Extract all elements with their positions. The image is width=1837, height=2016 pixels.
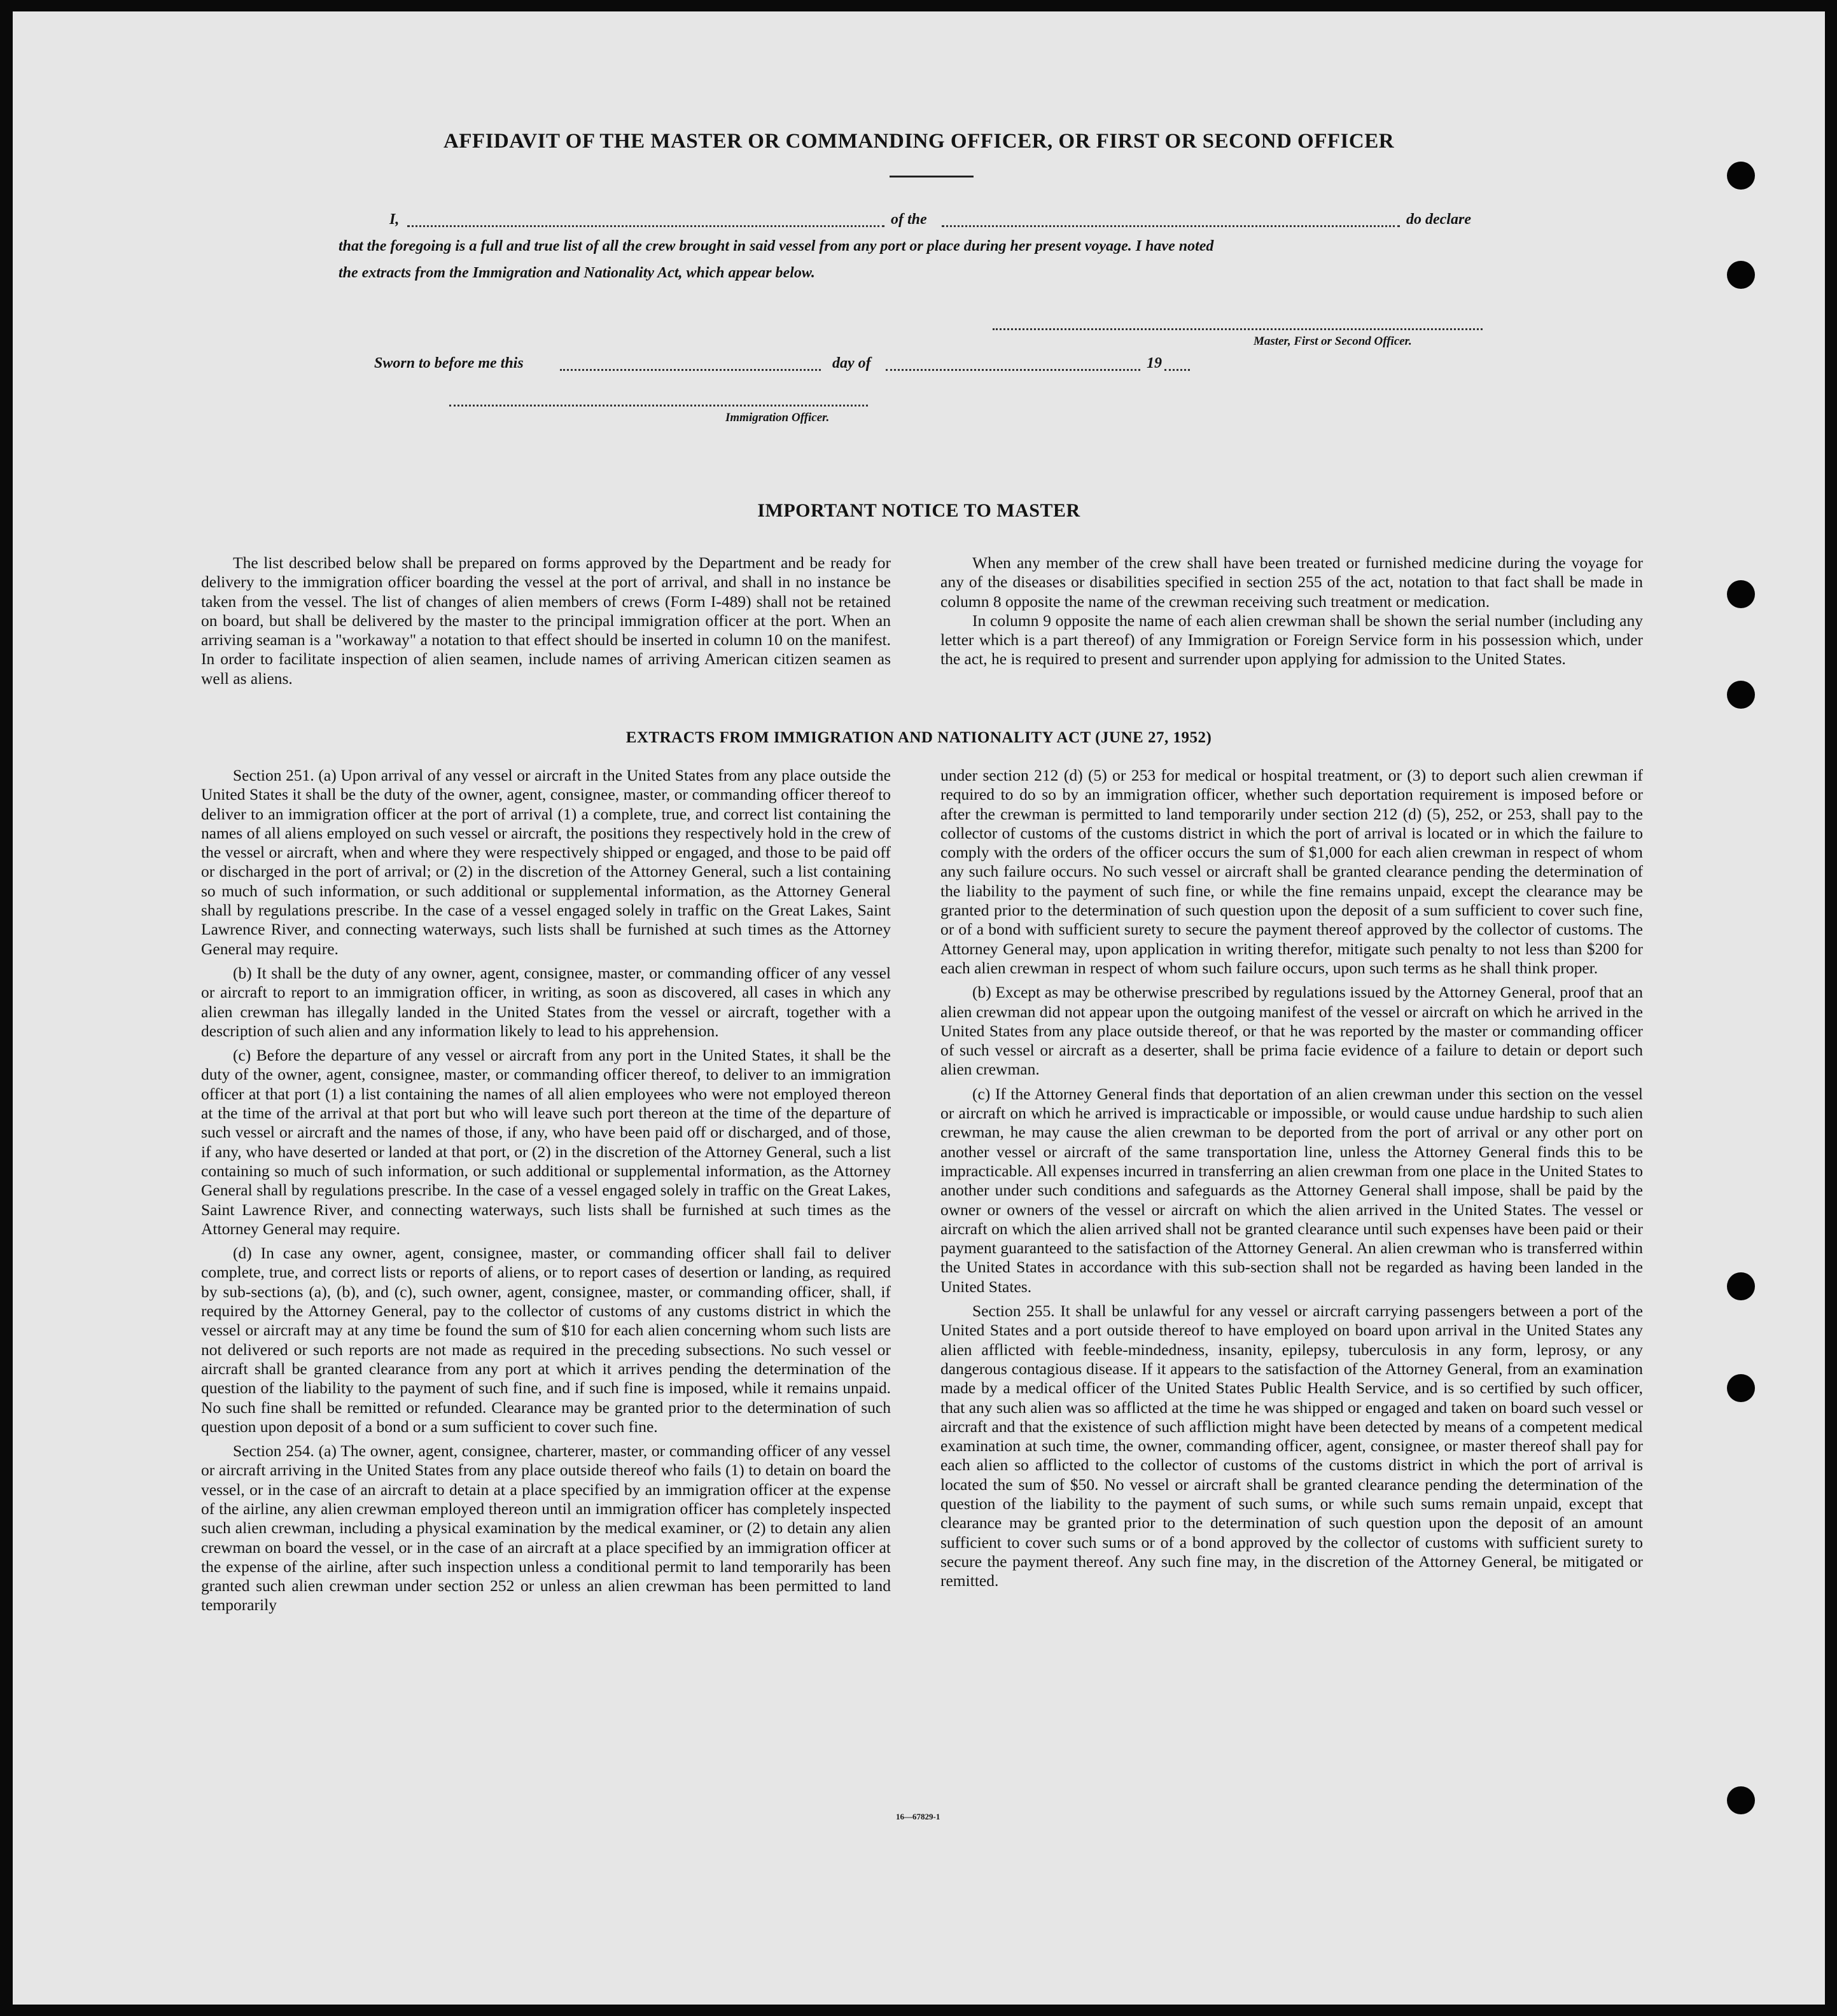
- day-of-label: day of: [832, 355, 871, 372]
- notice-right-text-2: In column 9 opposite the name of each alien crewman shall be shown the serial number (including any letter which is a part thereof) of any Immigration or Foreign Service form in his possession which, under the act, he is required to present and surrender upon applying for admission to the United States.: [940, 611, 1643, 669]
- vessel-field-line[interactable]: [942, 225, 1400, 227]
- month-line[interactable]: [886, 369, 1140, 371]
- extract-right-paragraph: under section 212 (d) (5) or 253 for medical or hospital treatment, or (3) to deport such alien crewman if required to do so by an immigration officer, whether such deportation requirement is imposed before or after the crewman is permitted to land temporarily under section 212 (d) (5), 252, or 253, shall pay to the collector of customs of the customs district in which the port of arrival is located or in which the failure to comply with the orders of the officer occurs the sum of $1,000 for each alien crewman in respect of whom any such failure occurs. No such vessel or aircraft shall be granted clearance pending the determination of the liability to the payment of such fine, or while the fine remains unpaid, except the clearance may be granted prior to the determination of such question upon the deposit of a sum sufficient to cover such fine, or of a bond with sufficient surety to secure the payment thereof approved by the collector of customs. The Attorney General may, upon application in writing therefor, mitigate such penalty to not less than $200 for each alien crewman in respect of whom such failure occurs, upon such terms as he shall think proper.: [940, 766, 1643, 977]
- document-page: [13, 11, 1825, 2005]
- title-divider: [890, 176, 974, 177]
- extracts-left-column: [201, 766, 891, 1620]
- name-field-line[interactable]: [407, 225, 884, 227]
- extract-left-paragraph: Section 254. (a) The owner, agent, consignee, charterer, master, or commanding officer of any vessel or aircraft arriving in the United States from any place outside thereof who fails (1) to detain on board the vessel, or in the case of an aircraft to detain at a place specified by an immigration officer at the expense of the airline, any alien crewman employed thereon until an immigration officer has completely inspected such alien crewman, including a physical examination by the medical examiner, or (2) to detain any alien crewman on board the vessel, or in the case of an aircraft at a place specified by an immigration officer at the expense of the airline, after such inspection unless a conditional permit to land temporarily has been granted such alien crewman under section 252 or unless an alien crewman has been permitted to land temporarily: [201, 1442, 891, 1615]
- affidavit-line3: the extracts from the Immigration and Nationality Act, which appear below.: [339, 265, 815, 281]
- extract-left-paragraph: (b) It shall be the duty of any owner, agent, consignee, master, or commanding officer of any vessel or aircraft to report to an immigration officer, in writing, as soon as discovered, all cases in which any alien crewman has illegally landed in the United States from the vessel or aircraft, together with a description of such alien and any information likely to lead to his apprehension.: [201, 963, 891, 1040]
- line1-do-declare: do declare: [1406, 211, 1471, 228]
- notice-title: IMPORTANT NOTICE TO MASTER: [757, 500, 1080, 521]
- extract-right-paragraph: (b) Except as may be otherwise prescribed by regulations issued by the Attorney General, proof that an alien crewman did not appear upon the outgoing manifest of the vessel or aircraft on which he arrived in the United States from any place outside thereof, or that he was reported by the master or commanding officer of such vessel or aircraft as a deserter, shall be prima facie evidence of a failure to detain or deport such alien crewman.: [940, 983, 1643, 1079]
- extracts-right-column: [940, 766, 1643, 1595]
- sworn-label: Sworn to before me this: [374, 355, 524, 372]
- notice-left-text: The list described below shall be prepared on forms approved by the Department and be ready for delivery to the immigration officer boarding the vessel at the port of arrival, and shall in no instance be taken from the vessel. The list of changes of alien members of crews (Form I-489) shall not be retained on board, but shall be delivered by the master to the principal immigration officer at the port. When an arriving seaman is a "workaway" a notation to that effect should be inserted in column 10 on the manifest. In order to facilitate inspection of alien seamen, include names of arriving American citizen seamen as well as aliens.: [201, 553, 891, 688]
- extract-right-paragraph: Section 255. It shall be unlawful for any vessel or aircraft carrying passengers between a port of the United States and a port outside thereof to have employed on board upon arrival in the United States any alien afflicted with feeble-mindedness, insanity, epilepsy, tuberculosis in any form, leprosy, or any dangerous contagious disease. If it appears to the satisfaction of the Attorney General, from an examination made by a medical officer of the United States Public Health Service, and is so certified by such officer, that any such alien was so afflicted at the time he was shipped or engaged and taken on board such vessel or aircraft and that the existence of such affliction might have been detected by means of a competent medical examination at such time, the owner, commanding officer, agent, consignee, or master thereof shall pay for each alien so afflicted to the collector of customs of the customs district in which the port of arrival is located the sum of $50. No vessel or aircraft shall be granted clearance pending the determination of the question of the liability to the payment of such sums, or while such sums remain unpaid, except that clearance may be granted prior to the determination of such question upon the deposit of an amount sufficient to cover such sums or of a bond approved by the collector of customs with sufficient surety to secure the payment thereof. Any such fine may, in the discretion of the Attorney General, be mitigated or remitted.: [940, 1302, 1643, 1590]
- notice-left-column: [201, 553, 891, 693]
- master-signature-line[interactable]: [993, 328, 1483, 330]
- form-number: 16—67829-1: [896, 1812, 940, 1821]
- extract-right-paragraph: (c) If the Attorney General finds that deportation of an alien crewman under this section on the vessel or aircraft on which he arrived is impracticable or impossible, or would cause undue hardship to such alien crewman, he may cause the alien crewman to be deported from the port of arrival or any other port on another vessel or aircraft of the same transportation line, unless the Attorney General finds this to be impracticable. All expenses incurred in transferring an alien crewman from one place in the United States to another under such conditions and safeguards as the Attorney General shall impose, shall be paid by the owner or owners of the vessel or aircraft on which the alien arrived in the United States. The vessel or aircraft on which the alien arrived shall not be granted clearance until such expenses have been paid or their payment guaranteed to the satisfaction of the Attorney General. An alien crewman who is transferred within the United States in accordance with this sub-section shall not be regarded as having been landed in the United States.: [940, 1084, 1643, 1296]
- punch-hole: [1727, 1786, 1755, 1814]
- punch-hole: [1727, 580, 1755, 608]
- affidavit-title: AFFIDAVIT OF THE MASTER OR COMMANDING OFFICER, OR FIRST OR SECOND OFFICER: [443, 130, 1395, 153]
- notice-right-column: [940, 553, 1643, 674]
- punch-hole: [1727, 1374, 1755, 1402]
- notice-right-text-1: When any member of the crew shall have been treated or furnished medicine during the voyage for any of the diseases or disabilities specified in section 255 of the act, notation to that fact shall be made in column 8 opposite the name of the crewman receiving such treatment or medication.: [940, 553, 1643, 611]
- punch-hole: [1727, 681, 1755, 709]
- officer-signature-line[interactable]: [449, 405, 868, 407]
- year-label: 19: [1147, 355, 1162, 372]
- extract-left-paragraph: Section 251. (a) Upon arrival of any vessel or aircraft in the United States from any place outside the United States it shall be the duty of the owner, agent, consignee, master, or commanding officer thereof to deliver to an immigration officer at the port of arrival (1) a complete, true, and correct list containing the names of all aliens employed on such vessel or aircraft, the positions they respectively hold in the crew of the vessel or aircraft, when and where they were respectively shipped or engaged, and those to be paid off or discharged in the port of arrival; or (2) in the discretion of the Attorney General, such a list containing so much of such information, or such additional or supplemental information, as the Attorney General shall by regulations prescribe. In the case of a vessel engaged solely in traffic on the Great Lakes, Saint Lawrence River, and connecting waterways, such lists shall be furnished at such times as the Attorney General may require.: [201, 766, 891, 958]
- punch-hole: [1727, 1272, 1755, 1300]
- year-line[interactable]: [1164, 369, 1190, 371]
- extracts-title: EXTRACTS FROM IMMIGRATION AND NATIONALITY ACT (JUNE 27, 1952): [625, 729, 1212, 746]
- sworn-day-line[interactable]: [560, 369, 821, 371]
- affidavit-line2: that the foregoing is a full and true list of all the crew brought in said vessel from any port or place during her present voyage. I have noted: [339, 238, 1214, 254]
- extract-left-paragraph: (d) In case any owner, agent, consignee, master, or commanding officer shall fail to deliver complete, true, and correct lists or reports of aliens, or to report cases of desertion or landing, as required by sub-sections (a), (b), and (c), such owner, agent, consignee, master, or commanding officer, shall, if required by the Attorney General, pay to the collector of customs of any customs district in which the vessel or aircraft may at any time be found the sum of $10 for each alien concerning whom such lists are not delivered or such reports are not made as required in the preceding subsections. No such vessel or aircraft shall be granted clearance from any port at which it arrives pending the determination of the question of the liability to the payment of such fine, and if such fine is imposed, while it remains unpaid. No such fine shall be remitted or refunded. Clearance may be granted prior to the determination of such question upon deposit of a bond or a sum sufficient to cover such fine.: [201, 1244, 891, 1436]
- extract-left-paragraph: (c) Before the departure of any vessel or aircraft from any port in the United States, it shall be the duty of the owner, agent, consignee, master, or commanding officer thereof, to deliver to an immigration officer at that port (1) a list containing the names of all alien employees who were not employed thereon at the time of the arrival at that port but who will leave such port thereon at the time of the departure of such vessel or aircraft and the names of those, if any, who have been paid off or discharged, and of those, if any, who have deserted or landed at that port, or (2) in the discretion of the Attorney General, such a list containing so much of such information, or such additional or supplemental information, as the Attorney General shall by regulations prescribe. In the case of a vessel engaged solely in traffic on the Great Lakes, Saint Lawrence River, and connecting waterways, such lists shall be furnished at such times as the Attorney General may require.: [201, 1046, 891, 1238]
- officer-signature-label: Immigration Officer.: [725, 411, 830, 424]
- master-signature-label: Master, First or Second Officer.: [1254, 335, 1412, 348]
- punch-hole: [1727, 162, 1755, 190]
- punch-hole: [1727, 261, 1755, 289]
- line1-of-the: of the: [891, 211, 927, 228]
- line1-i: I,: [389, 211, 400, 228]
